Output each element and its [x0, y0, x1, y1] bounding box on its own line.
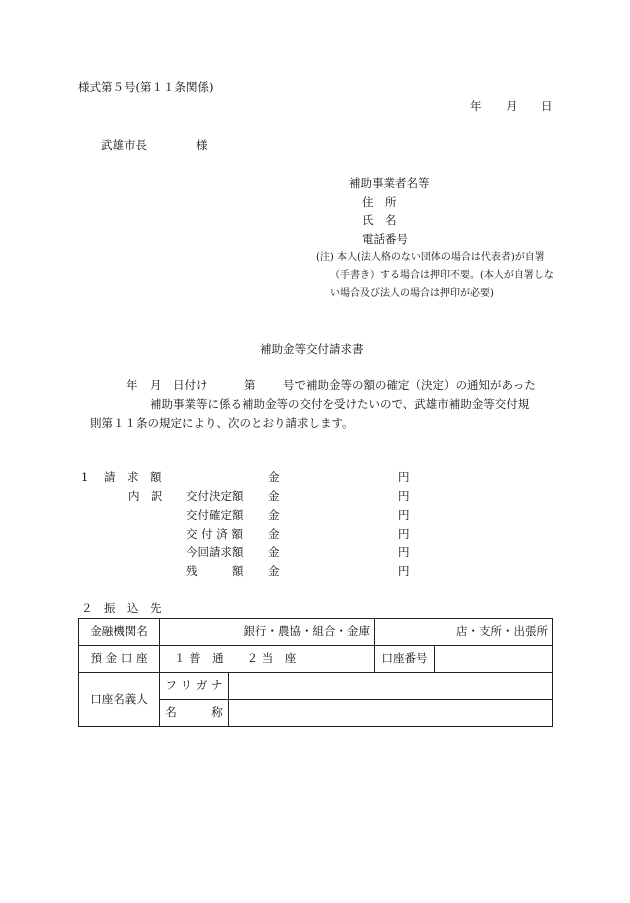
- body-line-1-rest: 号で補助金等の額の確定（決定）の通知があった: [283, 378, 536, 392]
- breakdown-yen: 円: [398, 527, 410, 541]
- breakdown-label: 内 訳: [128, 489, 163, 503]
- breakdown-yen: 円: [398, 508, 410, 522]
- date-day-label: 日: [541, 99, 553, 113]
- amount-yen: 円: [398, 470, 410, 484]
- account-number-field[interactable]: [435, 646, 553, 673]
- breakdown-yen: 円: [398, 564, 410, 578]
- bank-transfer-table: [78, 618, 553, 727]
- deposit-row: [79, 646, 553, 673]
- amount-section-number: 1: [81, 470, 89, 484]
- bank-name-label: 金融機関名: [79, 619, 160, 646]
- account-holder-label: 口座名義人: [79, 673, 160, 727]
- addressee-mayor: 武雄市長: [101, 138, 147, 152]
- body-line-3: 則第１１条の規定により、次のとおり請求します。: [90, 416, 354, 430]
- body-year: 年: [126, 378, 138, 392]
- applicant-name-label: 氏 名: [362, 213, 397, 227]
- breakdown-item-confirmed: 交付確定額: [186, 508, 244, 522]
- applicant-heading: 補助事業者名等: [349, 176, 430, 190]
- date-month-label: 月: [506, 99, 518, 113]
- breakdown-yen: 円: [398, 545, 410, 559]
- deposit-account-label: 預 金 口 座: [79, 646, 160, 673]
- body-number-prefix: 第: [244, 378, 256, 392]
- amount-currency: 金: [268, 470, 280, 484]
- furigana-label: フ リ ガ ナ: [160, 673, 229, 700]
- holder-name-label: 名 称: [160, 700, 229, 727]
- applicant-phone-label: 電話番号: [362, 232, 408, 246]
- breakdown-currency: 金: [268, 564, 280, 578]
- breakdown-currency: 金: [268, 489, 280, 503]
- breakdown-currency: 金: [268, 545, 280, 559]
- document-title: 補助金等交付請求書: [260, 342, 364, 356]
- breakdown-item-remaining: 残 額: [186, 564, 244, 578]
- breakdown-currency: 金: [268, 508, 280, 522]
- body-line-2: 補助事業等に係る補助金等の交付を受けたいので、武雄市補助金等交付規: [150, 397, 530, 411]
- transfer-section-label: 振 込 先: [104, 601, 162, 615]
- holder-name-field[interactable]: [229, 700, 553, 727]
- note-line-3: い場合及び法人の場合は押印が必要): [330, 288, 494, 299]
- breakdown-item-current: 今回請求額: [186, 545, 244, 559]
- bank-row: [79, 619, 553, 646]
- note-line-2: （手書き）する場合は押印不要。(本人が自署しな: [330, 270, 554, 281]
- breakdown-currency: 金: [268, 527, 280, 541]
- applicant-address-label: 住 所: [362, 195, 397, 209]
- amount-section-label: 請 求 額: [104, 470, 162, 484]
- furigana-field[interactable]: [229, 673, 553, 700]
- breakdown-item-paid: 交 付 済 額: [186, 527, 243, 541]
- body-month: 月: [150, 378, 162, 392]
- date-year-label: 年: [470, 99, 482, 113]
- addressee-honorific: 様: [196, 138, 208, 152]
- furigana-row: [79, 673, 553, 700]
- branch-type-field[interactable]: 店・支所・出張所: [375, 619, 553, 646]
- account-number-label: 口座番号: [375, 646, 435, 673]
- transfer-section-number: ２: [81, 601, 93, 615]
- deposit-type-options[interactable]: １ 普 通 ２ 当 座: [160, 646, 375, 673]
- body-day: 日付け: [173, 378, 208, 392]
- form-number: 様式第５号(第１１条関係): [78, 80, 214, 94]
- note-line-1: (注) 本人(法人格のない団体の場合は代表者)が自署: [316, 252, 545, 263]
- bank-type-field[interactable]: 銀行・農協・組合・金庫: [160, 619, 375, 646]
- breakdown-yen: 円: [398, 489, 410, 503]
- breakdown-item-decided: 交付決定額: [186, 489, 244, 503]
